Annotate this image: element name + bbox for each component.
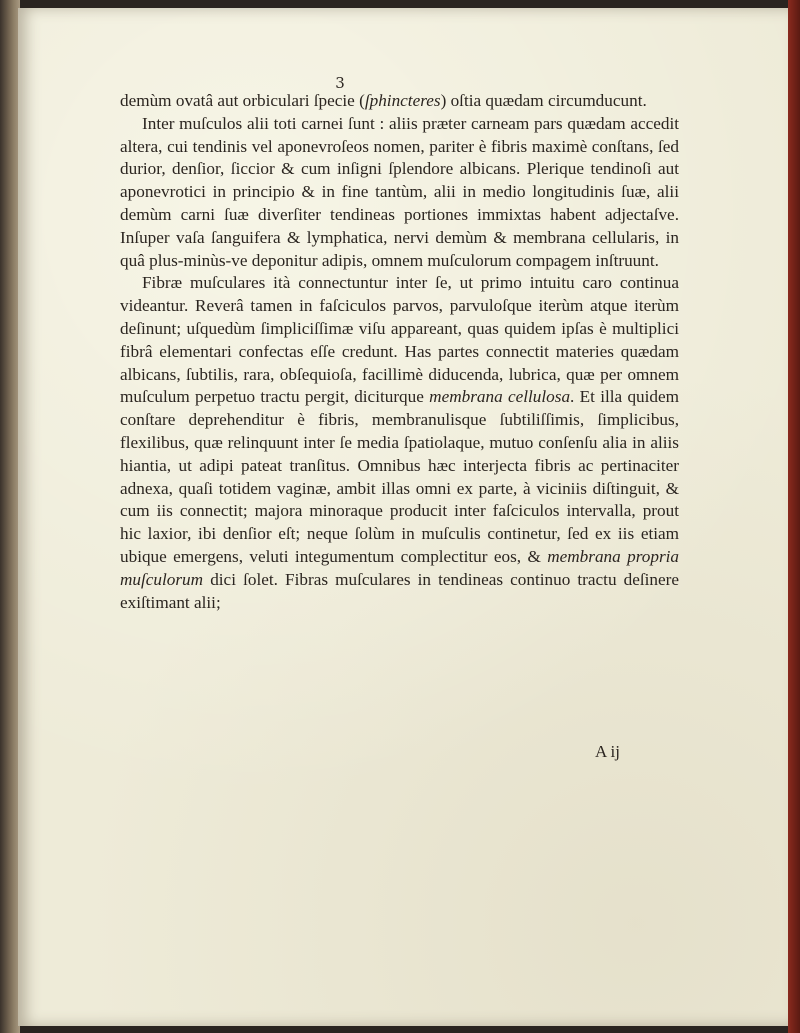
paragraph-fibrae	[120, 272, 679, 614]
paper-speck	[570, 985, 576, 993]
text-run: ) oſtia quædam circumducunt.	[440, 91, 647, 110]
italic-phrase: ſphincteres	[364, 91, 441, 110]
text-run: dici ſolet. Fibras muſculares in tendineas continuo tractu deſinere exiſtimant alii;	[120, 569, 679, 612]
text-run: demùm ovatâ aut orbiculari ſpecie (	[120, 91, 365, 110]
text-run: Inter muſculos alii toti carnei ſunt : aliis præter carneam pars quædam accedit altera, cui tendinis vel aponevroſeos nomen, pariter è fibris maximè conſtans, ſed durior, denſior, ſiccior & cum inſigni ſplendore albicans. Plerique tendinoſi aut aponevrotici in principio & in fine tantùm, alii in medio longitudinis ſuæ, alii demùm carni ſuæ diverſiter tendineas portiones immixtas habent adjectaſve. Inſuper vaſa ſanguifera & lymphatica, nervi demùm & membrana cellularis, in quâ plus-minùs-ve deponitur adipis, omnem muſculorum compagem inſtruunt.	[120, 113, 679, 270]
paragraph-musculi	[120, 113, 679, 273]
book-binding	[0, 0, 20, 1033]
page-number: 3	[335, 74, 345, 92]
text-run: Fibræ muſculares ità connectuntur inter ſe, ut primo intuitu caro continua videantur. Reverâ tamen in faſciculos parvos, parvuloſque iterùm atque iterùm deſinunt; uſquedùm ſimpliciſſimæ viſu appareant, quas quidem ipſas è multiplici fibrâ elementari confectas eſſe credunt. Has partes connectit materies quædam albicans, ſubtilis, rara, obſequioſa, facillimè diducenda, lubrica, quæ per omnem muſculum perpetuo tractu pergit, diciturque	[120, 273, 679, 407]
paragraph-continuation	[120, 90, 679, 113]
text-run: . Et illa quidem conſtare deprehenditur è fibris, membranulisque ſubtiliſſimis, ſimplicibus, flexilibus, quæ relinquunt inter ſe media ſpatiolaque, mutuo conſenſu alia in aliis hiantia, ut adipi pateat tranſitus. Omnibus hæc interjecta fibris ac pertinaciter adnexa, quaſi totidem vaginæ, ambit illas omni ex parte, à viciniis diſtinguit, & cum iis connectit; majora minoraque producit inter faſciculos intervalla, prout hic laxior, ibi denſior eſt; neque ſolùm in muſculis continetur, ſed ex iis etiam ubique emergens, veluti integumentum complectitur eos, &	[120, 387, 679, 566]
page-edge	[788, 0, 800, 1033]
signature-mark: A ij	[594, 742, 620, 761]
italic-phrase: membrana cellulosa	[429, 387, 571, 407]
italic-phrase: membrana propria muſculorum	[120, 546, 679, 589]
body-text	[120, 90, 679, 614]
